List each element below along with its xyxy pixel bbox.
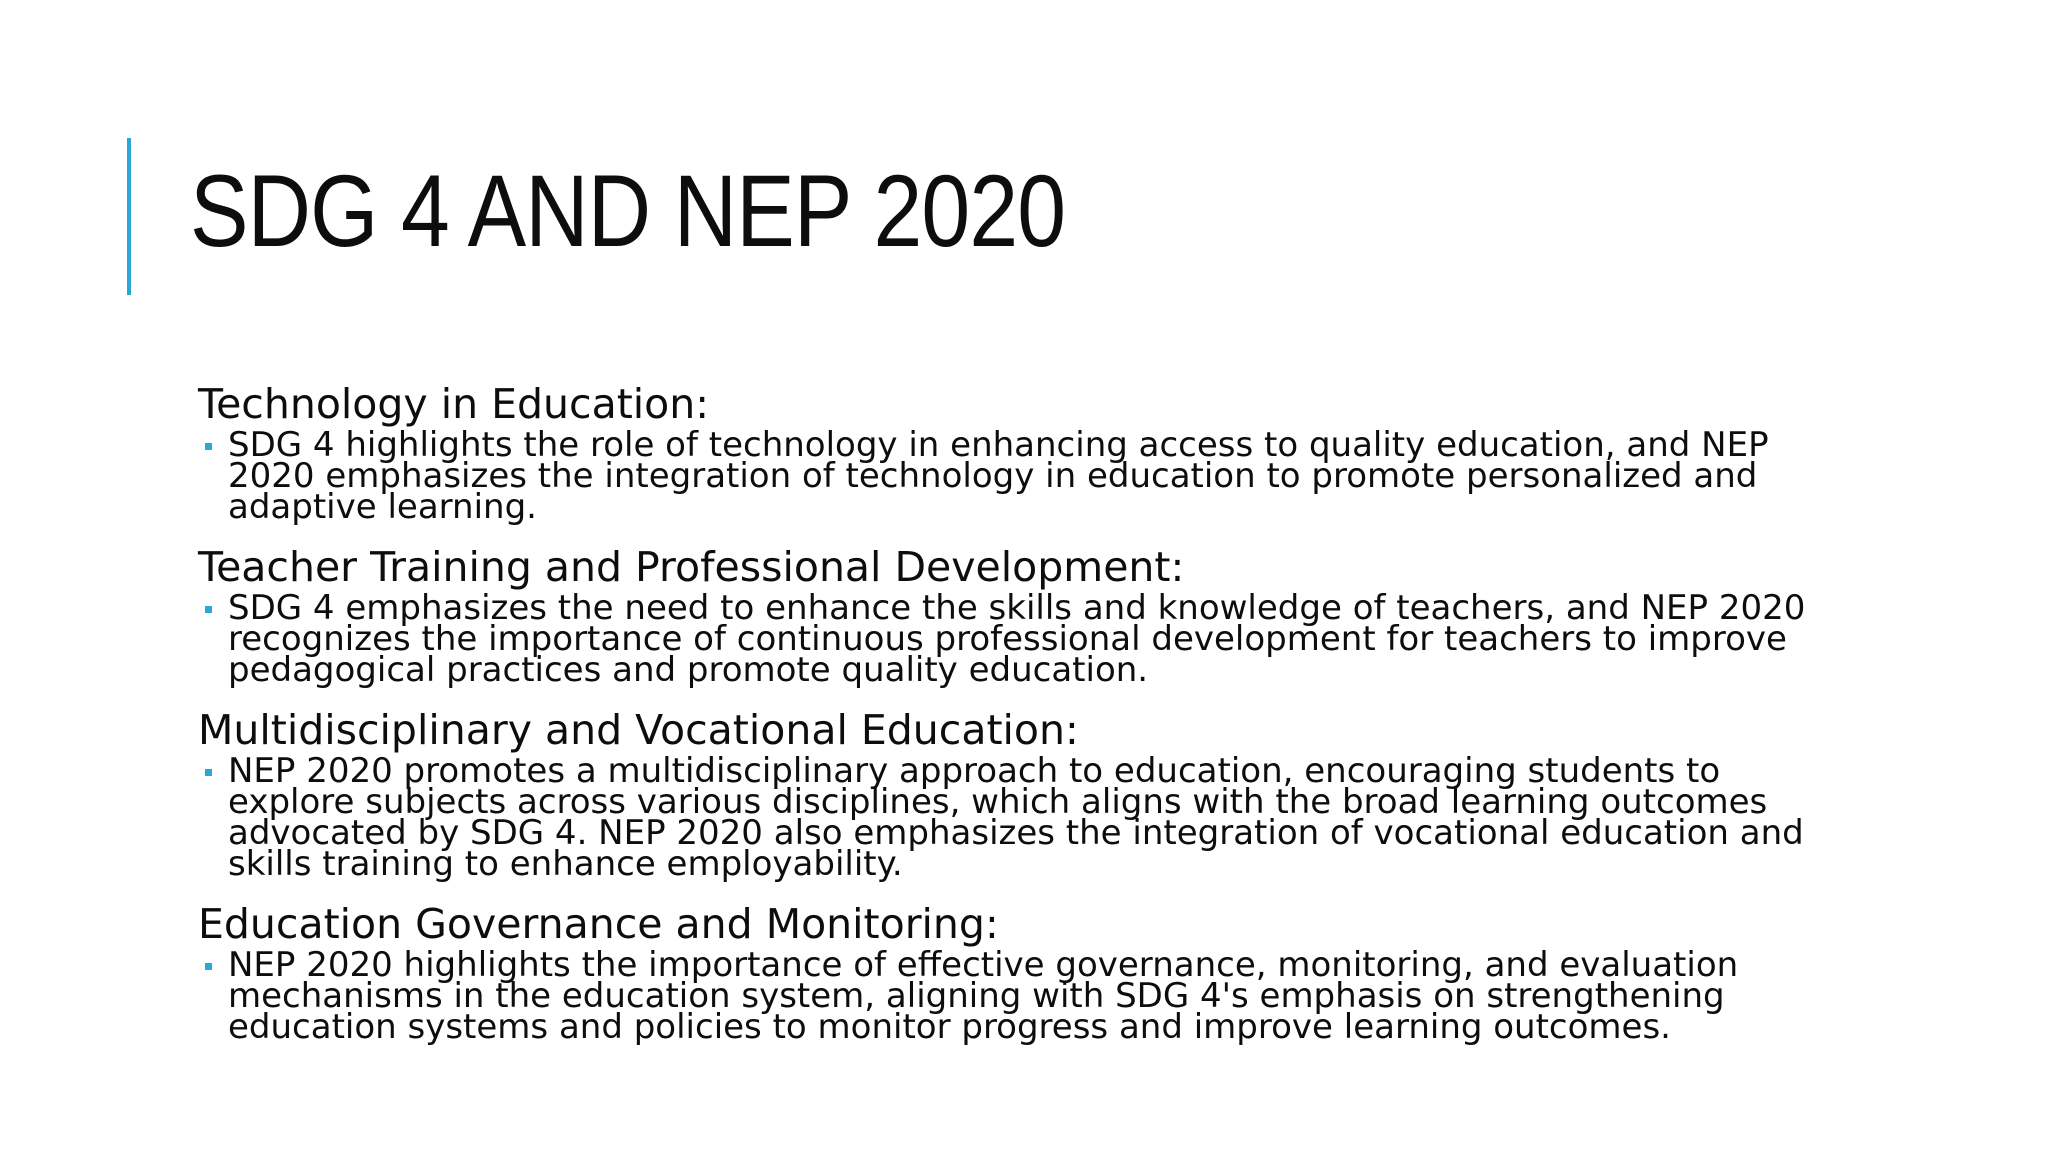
bullet-item: [198, 588, 1818, 690]
square-bullet-icon: [205, 443, 212, 450]
section-teacher-training: [198, 543, 1818, 690]
bullet-text: SDG 4 emphasizes the need to enhance the skills and knowledge of teachers, and NEP 2020 recognizes the importance of continuous professional development for teachers to improve pedagogical practices and promote quality education.: [228, 588, 1806, 690]
section-multidisciplinary: [198, 706, 1818, 884]
section-technology: [198, 380, 1818, 527]
slide-content: [198, 380, 1818, 1063]
bullet-text: NEP 2020 highlights the importance of effective governance, monitoring, and evaluation mechanisms in the education system, aligning with SDG 4's emphasis on strengthening education systems and policies to monitor progress and improve learning outcomes.: [228, 945, 1739, 1047]
section-heading: Technology in Education:: [198, 380, 710, 428]
section-heading: Multidisciplinary and Vocational Education:: [198, 706, 1079, 754]
bullet-text: SDG 4 highlights the role of technology in enhancing access to quality education, and NEP 2020 emphasizes the integration of technology in education to promote personalized and adaptive learning.: [228, 425, 1769, 527]
bullet-item: [198, 751, 1818, 884]
bullet-text: NEP 2020 promotes a multidisciplinary approach to education, encouraging students to explore subjects across various disciplines, which aligns with the broad learning outcomes advocated by SDG 4. NEP 2020 also emphasizes the integration of vocational education and skills training to enhance employability.: [228, 751, 1804, 884]
bullet-item: [198, 425, 1818, 527]
section-governance: [198, 900, 1818, 1047]
section-heading: Education Governance and Monitoring:: [198, 900, 999, 948]
square-bullet-icon: [205, 606, 212, 613]
bullet-item: [198, 945, 1818, 1047]
square-bullet-icon: [205, 963, 212, 970]
title-accent-bar: [127, 138, 131, 295]
slide-title: SDG 4 AND NEP 2020: [190, 154, 1066, 268]
section-heading: Teacher Training and Professional Development:: [198, 543, 1185, 591]
square-bullet-icon: [205, 769, 212, 776]
